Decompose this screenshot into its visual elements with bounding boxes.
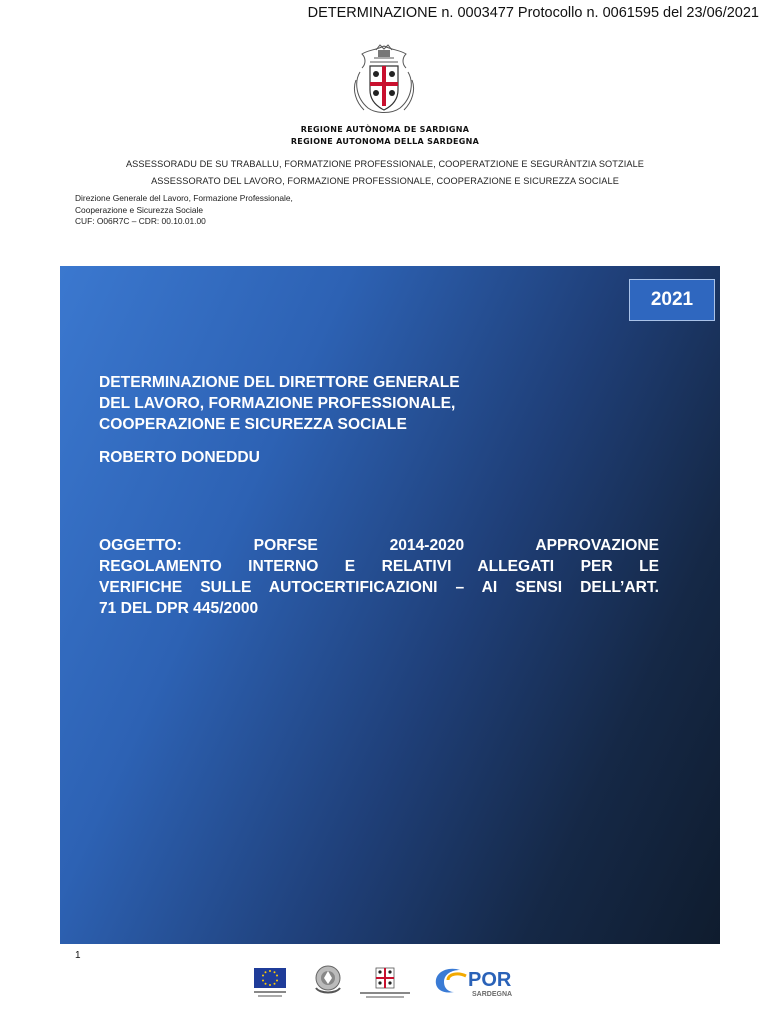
cuf-cdr-code: CUF: O06R7C – CDR: 00.10.01.00: [75, 216, 206, 226]
footer-logos: [248, 962, 538, 1002]
title-line: COOPERAZIONE E SICUREZZA SOCIALE: [99, 416, 407, 433]
subject-line: REGOLAMENTO INTERNO E RELATIVI ALLEGATI PER LE: [99, 558, 659, 575]
document-title: [99, 372, 569, 435]
region-name-sardinian: REGIONE AUTÒNOMA DE SARDIGNA: [300, 125, 470, 134]
direction-line: Direzione Generale del Lavoro, Formazione Professionale,: [75, 193, 293, 203]
svg-text:POR: POR: [468, 969, 512, 991]
eu-flag-icon: [254, 968, 286, 997]
sardinia-region-emblem-icon: [360, 968, 410, 998]
protocol-stamp: DETERMINAZIONE n. 0003477 Protocollo n. 0061595 del 23/06/2021: [307, 5, 759, 21]
director-name: ROBERTO DONEDDU: [99, 449, 260, 466]
assessorate-italian: ASSESSORATO DEL LAVORO, FORMAZIONE PROFESSIONALE, COOPERAZIONE E SICUREZZA SOCIALE: [151, 176, 619, 186]
page-number: 1: [75, 950, 81, 961]
subject-line: VERIFICHE SULLE AUTOCERTIFICAZIONI – AI SENSI DELL’ART.: [99, 579, 659, 596]
subject-block: [99, 535, 659, 619]
por-sardegna-logo: [436, 969, 512, 998]
region-name-italian: REGIONE AUTONOMA DELLA SARDEGNA: [290, 137, 480, 146]
direction-block: [75, 193, 293, 228]
title-line: DETERMINAZIONE DEL DIRETTORE GENERALE: [99, 374, 460, 391]
assessorate-sardinian: ASSESSORADU DE SU TRABALLU, FORMATZIONE PROFESSIONALE, COOPERATZIONE E SEGURÀNTZIA SOTZIALE: [125, 159, 645, 169]
title-line: DEL LAVORO, FORMAZIONE PROFESSIONALE,: [99, 395, 456, 412]
subject-line: OGGETTO: PORFSE 2014-2020 APPROVAZIONE: [99, 537, 659, 554]
year-badge: 2021: [629, 279, 715, 321]
italian-republic-emblem-icon: [316, 966, 340, 993]
subject-line: 71 DEL DPR 445/2000: [99, 600, 259, 617]
direction-line: Cooperazione e Sicurezza Sociale: [75, 204, 204, 215]
sardinia-coat-of-arms-icon: [346, 42, 422, 118]
svg-text:SARDEGNA: SARDEGNA: [472, 991, 513, 998]
